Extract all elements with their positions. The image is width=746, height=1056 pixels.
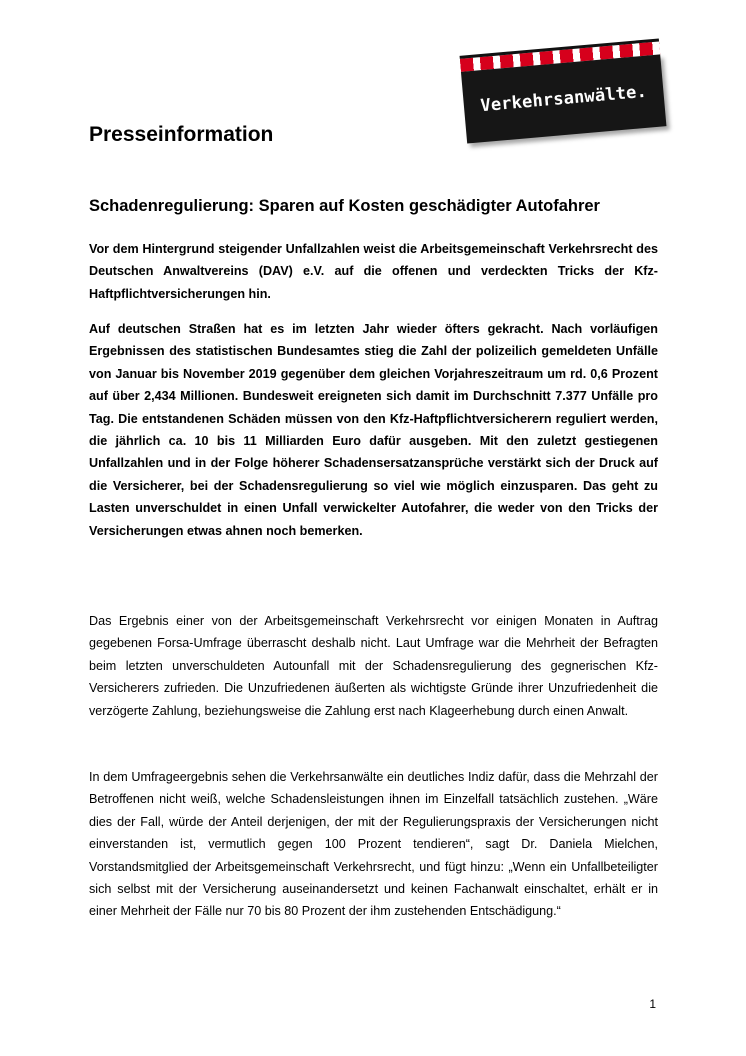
body-paragraph-survey: Das Ergebnis einer von der Arbeitsgemeinschaft Verkehrsrecht vor einigen Monaten in Auftrag gegebenen Forsa-Umfrage überrascht deshalb nicht. Laut Umfrage war die Mehrheit der Befragten beim letzten unverschuldeten Autounfall mit der Schadensregulierung des gegnerischen Kfz-Versicherers zufrieden. Die Unzufriedenen äußerten als wichtigste Gründe ihrer Unzufriedenheit die verzögerte Zahlung, beziehungsweise die Zahlung erst nach Klageerhebung durch einen Anwalt. [89,614,658,718]
lead-paragraph: Vor dem Hintergrund steigender Unfallzahlen weist die Arbeitsgemeinschaft Verkehrsrecht des Deutschen Anwaltvereins (DAV) e.V. auf die offenen und verdeckten Tricks der Kfz-Haftpflichtversicherungen hin. [89,242,658,301]
intro-paragraph: Auf deutschen Straßen hat es im letzten Jahr wieder öfters gekracht. Nach vorläufigen Ergebnissen des statistischen Bundesamtes stieg die Zahl der polizeilich gemeldeten Unfälle von Januar bis November 2019 gegenüber dem gleichen Vorjahreszeitraum um rd. 0,6 Prozent auf über 2,434 Millionen. Bundesweit ereigneten sich damit im Durchschnitt 7.377 Unfälle pro Tag. Die entstandenen Schäden müssen von den Kfz-Haftpflichtversicherern reguliert werden, die jährlich ca. 10 bis 11 Milliarden Euro dafür ausgeben. Mit den zuletzt gestiegenen Unfallzahlen und in der Folge höherer Schadensersatzansprüche verstärkt sich der Druck auf die Versicherer, bei der Schadensregulierung so viel wie möglich einzusparen. Das geht zu Lasten unverschuldet in einen Unfall verwickelter Autofahrer, die weder von den Tricks der Versicherungen etwas ahnen noch bemerken. [89,322,658,538]
logo-text: Verkehrsanwälte. [479,81,648,117]
body-paragraph-quote: In dem Umfrageergebnis sehen die Verkehrsanwälte ein deutliches Indiz dafür, dass die Mehrzahl der Betroffenen nicht weiß, welche Schadensleistungen ihnen im Einzelfall tatsächlich zustehen. „Wäre dies der Fall, würde der Anteil derjenigen, der mit der Regulierungspraxis der Versicherungen nicht einverstanden ist, vermutlich gegen 100 Prozent tendieren“, sagt Dr. Daniela Mielchen, Vorstandsmitglied der Arbeitsgemeinschaft Verkehrsrecht, und fügt hinzu: „Wenn ein Unfallbeteiligter sich selbst mit der Versicherung auseinandersetzt und keinen Fachanwalt einschaltet, erhält er in einer Mehrheit der Fälle nur 70 bis 80 Prozent der ihm zustehenden Entschädigung.“ [89,770,658,919]
page-title: Presseinformation [89,123,274,146]
page-number: 1 [649,997,656,1011]
verkehrsanwaelte-logo [460,38,667,143]
article-headline: Schadenregulierung: Sparen auf Kosten geschädigter Autofahrer [89,197,600,215]
